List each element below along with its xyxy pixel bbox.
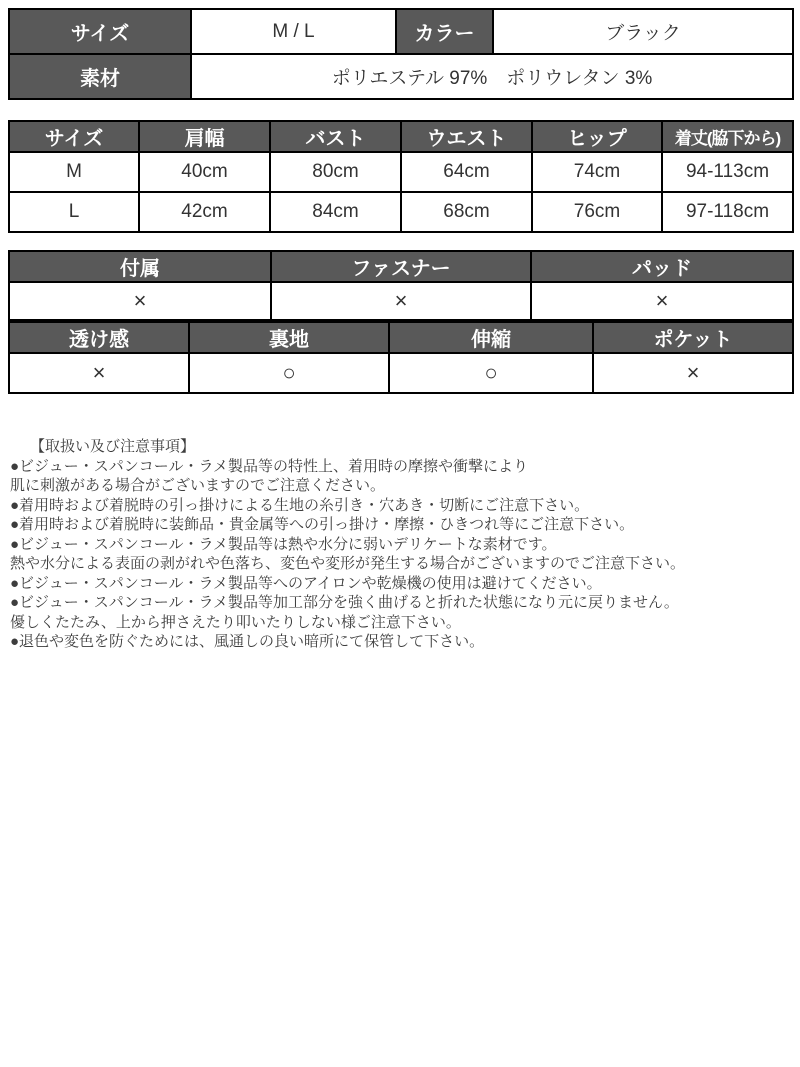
measurement-cell: M bbox=[9, 152, 139, 192]
care-note-line: ●退色や変色を防ぐためには、風通しの良い暗所にて保管して下さい。 bbox=[10, 633, 485, 650]
table-row bbox=[9, 282, 793, 320]
measurement-cell: 76cm bbox=[532, 192, 662, 232]
measurement-header-cell: 着丈(脇下から) bbox=[662, 121, 793, 152]
feature-table-a bbox=[8, 250, 794, 321]
feature-value-cell: × bbox=[271, 282, 531, 320]
table-header-row bbox=[9, 322, 793, 353]
measurement-cell: 80cm bbox=[270, 152, 401, 192]
color-value-cell: ブラック bbox=[493, 9, 793, 54]
measurement-header-cell: 肩幅 bbox=[139, 121, 270, 152]
table-row bbox=[9, 9, 793, 54]
feature-value-cell: × bbox=[9, 353, 189, 393]
feature-value-cell: ○ bbox=[389, 353, 593, 393]
feature-header-cell: 裏地 bbox=[189, 322, 389, 353]
measurement-table bbox=[8, 120, 794, 233]
care-note-line: ●着用時および着脱時に装飾品・貴金属等への引っ掛け・摩擦・ひきつれ等にご注意下さい。 bbox=[10, 516, 635, 533]
table-row bbox=[9, 54, 793, 99]
feature-header-cell: 伸縮 bbox=[389, 322, 593, 353]
spec-table bbox=[8, 8, 794, 100]
feature-header-cell: ポケット bbox=[593, 322, 793, 353]
measurement-header-cell: ヒップ bbox=[532, 121, 662, 152]
material-label-cell: 素材 bbox=[9, 54, 191, 99]
care-note-line: ●ビジュー・スパンコール・ラメ製品等は熱や水分に弱いデリケートな素材です。 bbox=[10, 535, 557, 553]
care-note-line: 優しくたたみ、上から押さえたり叩いたりしない様ご注意下さい。 bbox=[10, 613, 461, 631]
measurement-cell: 94-113cm bbox=[662, 152, 793, 192]
care-notes bbox=[10, 437, 792, 652]
table-row bbox=[9, 353, 793, 393]
care-notes-title: 【取扱い及び注意事項】 bbox=[30, 438, 196, 455]
table-header-row bbox=[9, 121, 793, 152]
measurement-cell: 68cm bbox=[401, 192, 532, 232]
feature-table-b bbox=[8, 321, 794, 394]
care-note-line: 熱や水分による表面の剥がれや色落ち、変色や変形が発生する場合がございますのでご注意下さい。 bbox=[10, 555, 686, 572]
material-value-cell: ポリエステル 97% ポリウレタン 3% bbox=[191, 54, 793, 99]
feature-value-cell: × bbox=[9, 282, 271, 320]
feature-header-cell: パッド bbox=[531, 251, 793, 282]
measurement-header-cell: ウエスト bbox=[401, 121, 532, 152]
feature-header-cell: 付属 bbox=[9, 251, 271, 282]
feature-value-cell: × bbox=[531, 282, 793, 320]
care-note-line: 肌に刺激がある場合がございますのでご注意ください。 bbox=[10, 477, 386, 494]
measurement-header-cell: バスト bbox=[270, 121, 401, 152]
table-row bbox=[9, 152, 793, 192]
size-label-cell: サイズ bbox=[9, 9, 191, 54]
table-row bbox=[9, 192, 793, 232]
measurement-cell: 84cm bbox=[270, 192, 401, 232]
measurement-header-cell: サイズ bbox=[9, 121, 139, 152]
color-label-cell: カラー bbox=[396, 9, 493, 54]
measurement-cell: 74cm bbox=[532, 152, 662, 192]
feature-value-cell: × bbox=[593, 353, 793, 393]
measurement-cell: L bbox=[9, 192, 139, 232]
measurement-cell: 42cm bbox=[139, 192, 270, 232]
measurement-cell: 97-118cm bbox=[662, 192, 793, 232]
measurement-cell: 40cm bbox=[139, 152, 270, 192]
feature-header-cell: ファスナー bbox=[271, 251, 531, 282]
table-header-row bbox=[9, 251, 793, 282]
care-note-line: ●ビジュー・スパンコール・ラメ製品等加工部分を強く曲げると折れた状態になり元に戻りません。 bbox=[10, 594, 679, 611]
care-note-line: ●ビジュー・スパンコール・ラメ製品等へのアイロンや乾燥機の使用は避けてください。 bbox=[10, 574, 602, 592]
care-note-line: ●着用時および着脱時の引っ掛けによる生地の糸引き・穴あき・切断にご注意下さい。 bbox=[10, 496, 590, 514]
size-value-cell: M / L bbox=[191, 9, 396, 54]
measurement-cell: 64cm bbox=[401, 152, 532, 192]
feature-header-cell: 透け感 bbox=[9, 322, 189, 353]
care-note-line: ●ビジュー・スパンコール・ラメ製品等の特性上、着用時の摩擦や衝撃により bbox=[10, 457, 529, 475]
feature-value-cell: ○ bbox=[189, 353, 389, 393]
